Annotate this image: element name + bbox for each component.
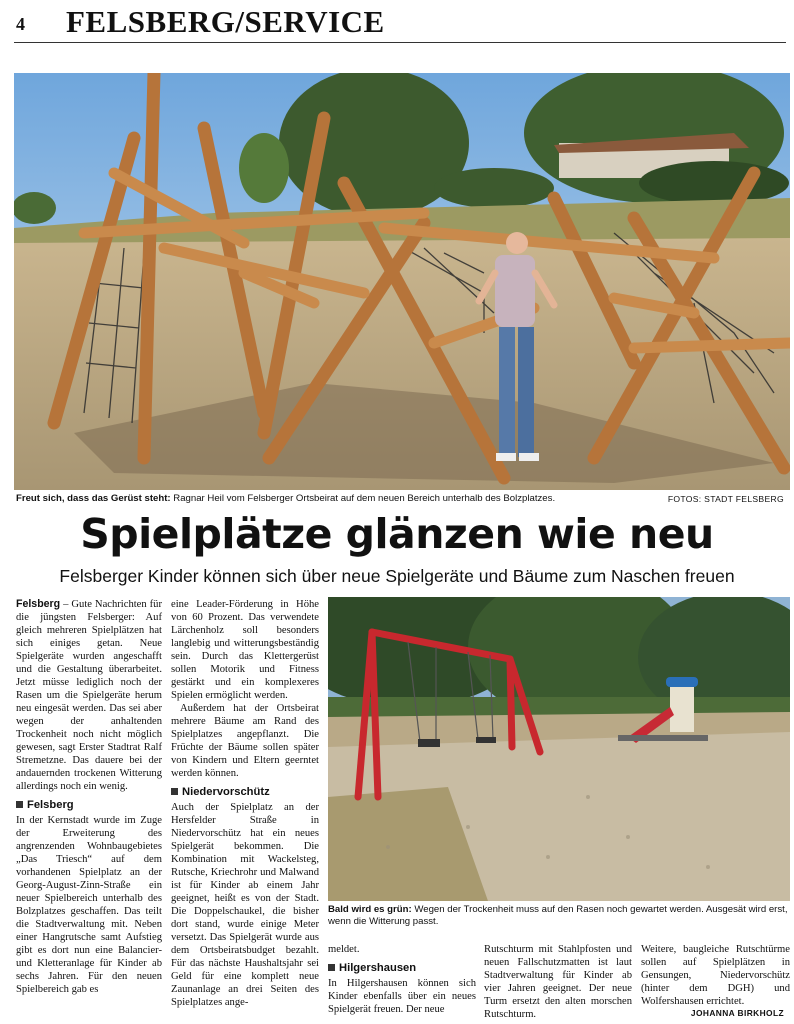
paragraph-felsberg: In der Kernstadt wurde im Zuge der Erweiterung des angrenzenden Wohnbaugebietes „Das Triesch“ auf dem vorhandenen Spielplatz an der Georg-August-Zinn-Straße ein neuer Spielbereich unterhalb des Bolzplatzes geschaffen. Das teilt die Stadtverwaltung mit. Neben einer Hangrutsche samt Aufstieg gibt es dort nun eine Balancier- und Kletteranlage für Kinder ab sechs Jahren. Für den neuen Spielbereich gab es xyxy=(16,815,162,995)
swing-playground-photo xyxy=(328,597,790,901)
photo1-caption-bold: Freut sich, dass das Gerüst steht: xyxy=(16,493,171,504)
photo1-caption-text: Ragnar Heil vom Felsberger Ortsbeirat auf dem neuen Bereich unterhalb des Bolzplatzes. xyxy=(170,493,556,504)
photo1-caption xyxy=(16,493,656,504)
article-column-4 xyxy=(484,943,632,1021)
paragraph-rutschturm: Rutschturm mit Stahlpfosten und neuen Fallschutzmatten ist laut Stadtverwaltung für Kinder ab vier Jahren geeignet. Der neue Turm ersetzt den alten morschen Rutschturm. xyxy=(484,944,632,1020)
subheading-niedervorschuetz: Niedervorschütz xyxy=(171,786,319,799)
subheadline: Felsberger Kinder können sich über neue Spielgeräte und Bäume zum Naschen freuen xyxy=(59,566,735,586)
article-column-2 xyxy=(171,598,319,1009)
photo2-caption xyxy=(328,904,790,928)
headline: Spielplätze glänzen wie neu xyxy=(80,510,714,558)
section-title: FELSBERG/SERVICE xyxy=(66,4,385,39)
photo2-caption-bold: Bald wird es grün: xyxy=(328,904,412,915)
paragraph-trees: Außerdem hat der Ortsbeirat mehrere Bäume am Rand des Spielplatzes angepflanzt. Die Früchte der Bäume sollen später von Kindern und Eltern geerntet werden können. xyxy=(171,703,319,779)
article-column-1 xyxy=(16,598,162,996)
paragraph-intro xyxy=(16,598,162,793)
article-column-3 xyxy=(328,943,476,1016)
article-column-5 xyxy=(641,943,790,1008)
author-byline: JOHANNA BIRKHOLZ xyxy=(690,1008,784,1018)
photo2-caption-text: Wegen der Trockenheit muss auf den Rasen noch gewartet werden. Ausgesät wird erst, wenn die Witterung passt. xyxy=(328,904,788,927)
header-rule xyxy=(14,42,786,43)
paragraph-weitere: Weitere, baugleiche Rutschtürme sollen auf Spielplätzen in Gensungen, Niedervorschütz (hinter dem DGH) und Wolfershausen errichtet. xyxy=(641,944,790,1007)
intro-text: – Gute Nachrichten für die jüngsten Felsberger: Auf gleich mehreren Spielplätzen hat sich einiges getan. Neue Spielgeräte wurden angeschafft und die Gestaltung überarbeitet. Jetzt müsse lediglich noch der Rasen um die Spielgeräte herum neu eingesät werden. Das sei aber wegen der anhaltenden Trockenheit noch nicht möglich gewesen, sagt Erster Stadtrat Ralf Stremetzne. Das dauere bei der andauernden trockenen Witterung allerdings noch ein wenig. xyxy=(16,599,162,792)
subheading-hilgershausen: Hilgershausen xyxy=(328,962,476,975)
paragraph-hilgershausen: In Hilgershausen können sich Kinder ebenfalls über ein neues Spielgerät freuen. Der neue xyxy=(328,978,476,1015)
page-number: 4 xyxy=(16,14,25,34)
paragraph-funding: eine Leader-Förderung in Höhe von 60 Prozent. Das verwendete Lärchenholz soll besonders langlebig und witterungsbeständig sein. Durch das Klettergerüst sollen Motorik und Fitness gestärkt und ein komplexeres Spielen ermöglicht werden. xyxy=(171,599,319,701)
paragraph-meldet: meldet. xyxy=(328,944,360,955)
photo-credit: FOTOS: STADT FELSBERG xyxy=(667,494,784,504)
climbing-frame-photo xyxy=(14,73,790,490)
subheading-felsberg: Felsberg xyxy=(16,799,162,812)
dateline: Felsberg xyxy=(16,598,61,610)
paragraph-niedervorschuetz: Auch der Spielplatz an der Hersfelder Straße in Niedervorschütz hat ein neues Spielgerät bekommen. Die Kombination mit Wackelsteg, Rutsche, Kriechrohr und Malwand ist für Kinder ab einem Jahr geeignet, heißt es von der Stadt. Die Doppelschaukel, die bisher dort stand, wurde einige Meter versetzt. Das Spielgerät wurde aus dem Ortsbeiratsbudget bezahlt. Für das nächste Haushaltsjahr sei Geld für eine komplett neue Zaunanlage an drei Seiten des Spielplatzes ange- xyxy=(171,802,319,1008)
